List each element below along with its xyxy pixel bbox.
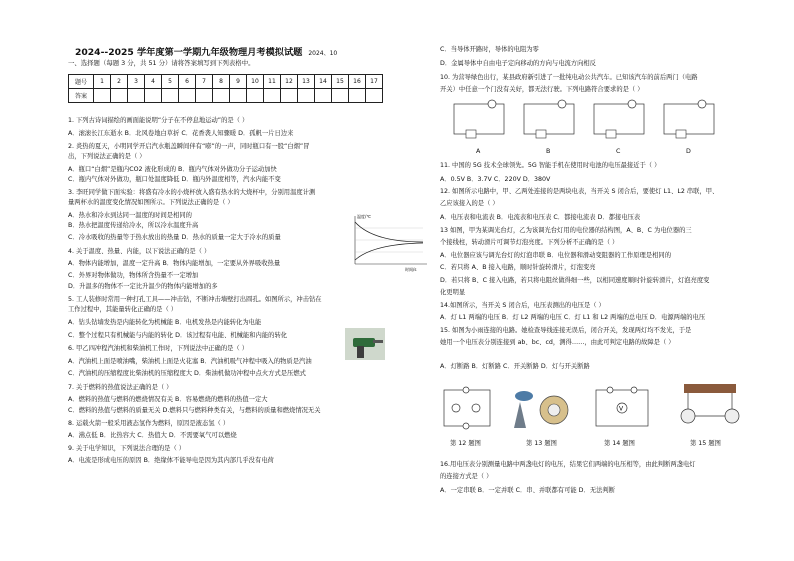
question-number-cell: 14 (315, 75, 332, 89)
answer-cell[interactable] (281, 89, 298, 103)
exam-title: 2024--2025 学年度第一学期九年级物理月考模拟试题 2024、10 (75, 47, 338, 58)
answer-cell[interactable] (94, 89, 111, 103)
question-line: C．整个过程只有机械能与内能的转化 D．该过程有电能、机械能和内能的转化 (68, 332, 288, 339)
question-line: 11. 中国的 5G 技术全球领先。5G 智能手机在使用时电池的电压最接近于（ ） (440, 162, 661, 169)
question-line: A．0.5V B．3.7V C．220V D．380V (440, 176, 551, 183)
figure-caption: 第 15 题图 (690, 440, 721, 447)
question-line: D．升温多的物体不一定比升温少的物体内能增加的多 (68, 283, 218, 290)
question-line: 工作过程中，其能量转化正确的是（ ） (68, 306, 178, 313)
question-number-cell: 8 (213, 75, 230, 89)
question-line: 12. 如图所示电路中，甲、乙两处连接的是两块电表，当开关 S 闭合后，要使灯 L1、L2 串联，甲、 (440, 188, 719, 195)
question-line: 14.如图所示，当开关 S 闭合后，电压表测出的电压是（ ） (440, 302, 605, 309)
figure-caption: 第 14 题图 (604, 440, 635, 447)
question-line: 3. 李旺同学做下面实验：将盛有冷水的小烧杯放入盛有热水的大烧杯中，分别用温度计测 (68, 189, 316, 196)
question-line: A．电流是形成电压的原因 B．绝缘体不能导电是因为其内部几乎没有电荷 (68, 457, 274, 464)
question-line: A．汽油机上面是喷油嘴，柴油机上面是火花塞 B．汽油机吸气冲程中吸入的物质是汽油 (68, 358, 312, 365)
question-line: 9. 关于电学知识，下列说法合理的是（ ） (68, 445, 186, 452)
answer-cell[interactable] (349, 89, 366, 103)
question-line: 10. 为营导绿色出行，某县政府新引进了一批纯电动公共汽车。已知该汽车的前后两门（电路 (440, 74, 698, 81)
question-line: 量两杯水的温度变化情况如图所示。下列说法正确的是（ ） (68, 199, 234, 206)
row-label: 答案 (69, 89, 94, 103)
question-number-cell: 7 (196, 75, 213, 89)
chart-xlabel: 时间/s (405, 267, 417, 272)
question-line: C．当导体开路时，导体的电阻为零 (440, 46, 539, 53)
question-line: 13 如图，甲为某调光台灯，乙为该调光台灯用的电位器的结构图，A、B、C 为电位器的三 (440, 227, 692, 234)
option-label: B (546, 148, 551, 155)
answer-table (68, 74, 383, 103)
question-line: A．物体内能增加，温度一定升高 B．物体内能增加，一定要从外界吸收热量 (68, 260, 281, 267)
question-number-cell: 2 (111, 75, 128, 89)
answer-cell[interactable] (247, 89, 264, 103)
question-line: 化更明显 (440, 289, 466, 296)
question-number-cell: 6 (179, 75, 196, 89)
question-line: C．若只将 A、B 接入电路，顺时针旋转滑片，灯泡变亮 (440, 264, 596, 271)
question-line: A．沸点低 B．比热容大 C．热值大 D．不需要氧气可以燃烧 (68, 432, 237, 439)
circuit-option-figure (588, 98, 650, 148)
question-number-cell: 11 (264, 75, 281, 89)
question-line: 个接线柱，转动滑片可调节灯泡亮度。下列分析不正确的是（ ） (440, 239, 619, 246)
section-heading: 一、选择题（每题 3 分，共 51 分）请将答案填写到下列表格中。 (68, 59, 255, 67)
question-number-cell: 13 (298, 75, 315, 89)
question-line: 4. 关于温度、热量、内能，以下说法正确的是（ ） (68, 248, 211, 255)
question-line: C．汽油机的压缩程度比柴油机的压缩程度大 D．柴油机做功冲程中点火方式是压燃式 (68, 370, 306, 377)
lamp-potentiometer-figure-q13 (504, 382, 574, 434)
question-line: D．若只将 B、C 接入电路，若只将电阻丝做得细一些，以相同速度顺时针旋转滑片，灯泡亮度变 (440, 277, 710, 284)
svg-text:V: V (619, 405, 624, 413)
answer-cell[interactable] (111, 89, 128, 103)
question-line: 乙应该接入的是（ ） (440, 200, 499, 207)
circuit-option-figure (658, 98, 720, 148)
circuit-figure-q14 (590, 384, 654, 432)
answer-cell[interactable] (366, 89, 383, 103)
circuit-figure-q12 (440, 384, 494, 432)
question-number-cell: 1 (94, 75, 111, 89)
question-number-cell: 12 (281, 75, 298, 89)
question-line: C．燃料的热值与燃料的质量无关 D.燃料只与燃料种类有关，与燃料的质量和燃烧情况无关 (68, 407, 321, 414)
question-line: 1. 下列古诗词描绘的画面能说明“分子在不停息地运动”的是（ ） (68, 117, 249, 124)
question-line: 开关）中任意一个门没有关好，都无法行驶。下列电路符合要求的是（ ） (440, 86, 644, 93)
question-line: A．钻头钻墙发热是内能转化为机械能 B．电机发热是内能转化为电能 (68, 319, 262, 326)
option-label: A (476, 148, 481, 155)
question-line: A．滚滚长江东逝水 B．北风卷地白草折 C．花香袭人知骤暖 D．孤帆一片日边来 (68, 130, 294, 137)
question-line: 16.用电压表分别测量电路中两盏电灯的电压，结果它们两端的电压相等，由此判断两盏电灯 (440, 461, 696, 468)
question-line: C．冷水吸收的热量等于热水放出的热量 D．热水的质量一定大于冷水的质量 (68, 234, 281, 241)
question-number-cell: 15 (332, 75, 349, 89)
question-number-cell: 4 (145, 75, 162, 89)
question-line: A．瓶口“白烟”是瓶内CO2 液化形成的 B．瓶内气体对外做功分子运动加快 (68, 166, 277, 173)
answer-cell[interactable] (145, 89, 162, 103)
answer-cell[interactable] (128, 89, 145, 103)
answer-cell[interactable] (179, 89, 196, 103)
question-line: 5. 工人装修时常用一种打孔工具——冲击钻，不断冲击墙壁打出圆孔。如图所示，冲击钻在 (68, 296, 322, 303)
question-line: A．热水和冷水到达同一温度的时间是相同的 (68, 212, 192, 219)
question-line: A．电压表和电流表 B．电流表和电压表 C．都接电流表 D．都接电压表 (440, 214, 641, 221)
question-line: 的连接方式是（ ） (440, 473, 493, 480)
option-label: C (616, 148, 621, 155)
circuit-figure-q15 (662, 378, 758, 432)
question-number-cell: 17 (366, 75, 383, 89)
chart-ylabel: 温度/℃ (357, 214, 371, 219)
question-number-cell: 16 (349, 75, 366, 89)
figure-caption: 第 13 题图 (526, 440, 557, 447)
circuit-option-figure (448, 98, 510, 148)
circuit-option-figure (518, 98, 580, 148)
question-number-cell: 5 (162, 75, 179, 89)
question-line: 15. 如图为小雨连接的电路。她检查导线连接无误后，闭合开关，发现两灯均不发光，于是 (440, 327, 692, 334)
answer-cell[interactable] (230, 89, 247, 103)
question-line: 8. 运载火箭一般采用液态氢作为燃料，原因是液态氢（ ） (68, 420, 230, 427)
answer-cell[interactable] (315, 89, 332, 103)
question-number-cell: 3 (128, 75, 145, 89)
figure-caption: 第 12 题图 (450, 440, 481, 447)
answer-cell[interactable] (196, 89, 213, 103)
question-line: 6. 甲乙四冲程汽油机和柴油机工作时，下列说法中正确的是（ ） (68, 345, 249, 352)
answer-cell[interactable] (332, 89, 349, 103)
option-label: D (686, 148, 691, 155)
question-line: A．灯 L1 两端的电压 B．灯 L2 两端的电压 C．灯 L1 和 L2 两端的总电压 D．电源两端的电压 (440, 314, 706, 321)
drill-image (345, 328, 385, 360)
question-line: A．灯断路 B．灯断路 C．开关断路 D．灯与开关断路 (440, 363, 590, 370)
answer-cell[interactable] (264, 89, 281, 103)
question-line: A．一定串联 B．一定并联 C．串、并联都有可能 D．无法判断 (440, 487, 616, 494)
question-number-cell: 9 (230, 75, 247, 89)
question-line: C．瓶内气体对外做功，瓶口处温度降低 D．瓶内外温度相等，汽水内能不变 (68, 176, 281, 183)
question-line: 出，下列说法正确的是（ ） (68, 153, 146, 160)
question-line: A．燃料的热值与燃料的燃烧情况有关 B．容易燃烧的燃料的热值一定大 (68, 396, 268, 403)
question-line: 她用一个电压表分别连接到 ab、bc、cd，测得……，由此可判定电路的故障是（ ） (440, 339, 675, 346)
answer-cell[interactable] (162, 89, 179, 103)
question-number-cell: 10 (247, 75, 264, 89)
temperature-chart (343, 212, 431, 272)
row-label: 题号 (69, 75, 94, 89)
question-line: D．金属导体中自由电子定向移动的方向与电流方向相反 (440, 60, 596, 67)
answer-cell[interactable] (298, 89, 315, 103)
answer-cell[interactable] (213, 89, 230, 103)
question-line: B．热水把温度传递给冷水，所以冷水温度升高 (68, 222, 199, 229)
question-line: A．电位器应该与调光台灯的灯泡串联 B．电位器和滑动变阻器的工作原理是相同的 (440, 252, 672, 259)
question-line: 7. 关于燃料的热值说法正确的是（ ） (68, 384, 173, 391)
exam-date: 2024、10 (308, 50, 338, 57)
question-line: C．外界对物体做功，物体所含热量不一定增加 (68, 272, 199, 279)
question-line: 2. 炎热的夏天，小明同学开启汽水瓶盖瞬间伴有“嘭”的一声，同时瓶口有一股“白烟”冒 (68, 143, 310, 150)
